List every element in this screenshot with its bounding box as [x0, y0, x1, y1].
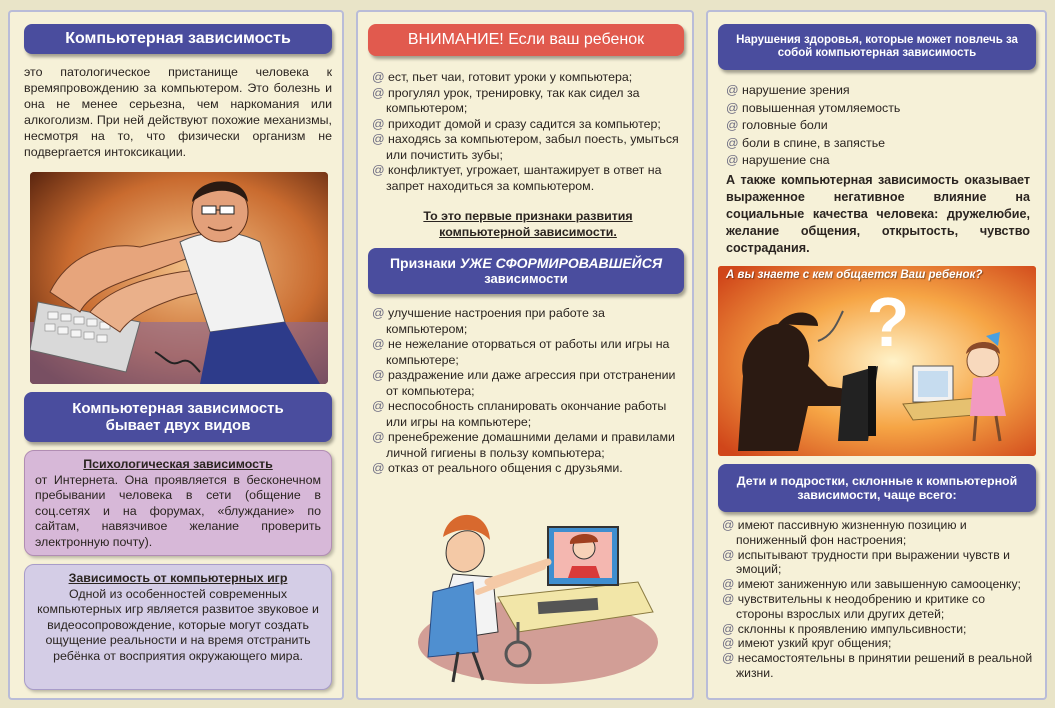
list-item: @ находясь за компьютером, забыл поесть, умыться или почистить зубы; — [372, 132, 684, 163]
game-dependence-text: Одной из особенностей современных компьютерных игр является развитое звуковое и видеосопровождение, которые могут создать ощущение реальности и на время отстранить ребёнка от восприятия окружающего мира. — [37, 586, 319, 663]
list-item: @ нарушение сна — [726, 152, 1026, 170]
list-item: @ испытывают трудности при выражении чувств и эмоций; — [722, 548, 1034, 578]
heading-computer-addiction: Компьютерная зависимость — [24, 24, 332, 54]
list-item: @ боли в спине, в запястье — [726, 135, 1026, 153]
list-item: @ повышенная утомляемость — [726, 100, 1026, 118]
list-item: @ имеют узкий круг общения; — [722, 636, 1034, 651]
list-item: @ головные боли — [726, 117, 1026, 135]
list-item: @ имеют заниженную или завышенную самооценку; — [722, 577, 1034, 592]
list-item: @ ест, пьет чаи, готовит уроки у компьютера; — [372, 70, 684, 86]
definition-text: это патологическое пристанище человека к времяпровождению за компьютером. Это болезнь и она не менее серьезна, чем наркомания или алкоголизм. При ней действуют похожие механизмы, несмотря на то, что физически организм не подвергается интоксикации. — [24, 65, 332, 159]
heading-prone-children: Дети и подростки, склонные к компьютерной зависимости, чаще всего: — [718, 464, 1036, 512]
psychological-dependence-title: Психологическая зависимость — [83, 457, 273, 471]
list-item: @ пренебрежение домашними делами и правилами личной гигиены в пользу компьютера; — [372, 430, 684, 461]
svg-text:?: ? — [866, 283, 910, 361]
box-psychological-dependence — [24, 450, 332, 556]
prone-traits-list — [722, 518, 1034, 681]
heading-warning: ВНИМАНИЕ! Если ваш ребенок — [368, 24, 684, 56]
psychological-dependence-text: от Интернета. Она проявляется в бесконечном пребывании человека в сети (общение в соц.сетях и на форумах, «блуждание» по сайтам, навязчивое желание проверить электронную почту). — [35, 472, 321, 549]
box-game-dependence — [24, 564, 332, 690]
list-item: @ улучшение настроения при работе за компьютером; — [372, 306, 684, 337]
heading-formed-dependence: Признаки УЖЕ СФОРМИРОВАВШЕЙСЯ зависимости — [368, 248, 684, 294]
heading-two-types: Компьютерная зависимость бывает двух видов — [24, 392, 332, 442]
panel-warning-signs — [356, 10, 694, 700]
list-item: @ чувствительны к неодобрению и критике со стороны взрослых или других детей; — [722, 592, 1034, 622]
list-item: @ прогулял урок, тренировку, так как сидел за компьютером; — [372, 86, 684, 117]
list-item: @ нарушение зрения — [726, 82, 1026, 100]
formed-signs-list — [372, 306, 684, 477]
game-dependence-title: Зависимость от компьютерных игр — [68, 571, 288, 585]
list-item: @ несамостоятельны в принятии решений в реальной жизни. — [722, 651, 1034, 681]
list-item: @ неспособность спланировать окончание работы или игры на компьютере; — [372, 399, 684, 430]
social-impact-text: А также компьютерная зависимость оказывает выраженное негативное влияние на социальные качества человека: дружелюбие, желание общения, открытость, чувство сострадания. — [726, 173, 1030, 255]
first-signs-note: То это первые признаки развития компьютерной зависимости. — [423, 209, 633, 239]
list-item: @ склонны к проявлению импульсивности; — [722, 622, 1034, 637]
list-item: @ имеют пассивную жизненную позицию и пониженный фон настроения; — [722, 518, 1034, 548]
mother-child-computer-illustration — [398, 482, 660, 687]
list-item: @ конфликтует, угрожает, шантажирует в ответ на запрет находиться за компьютером. — [372, 163, 684, 194]
list-item: @ отказ от реального общения с друзьями. — [372, 461, 684, 477]
formed-title-line: Признаки УЖЕ СФОРМИРОВАВШЕЙСЯ — [389, 255, 663, 272]
image-caption: А вы знаете с кем общается Ваш ребенок? — [726, 269, 983, 281]
addicted-man-illustration — [30, 172, 328, 384]
panel-computer-addiction — [8, 10, 344, 700]
heading-health-problems: Нарушения здоровья, которые может повлечь за собой компьютерная зависимость — [718, 24, 1036, 70]
list-item: @ не нежелание оторваться от работы или игры на компьютере; — [372, 337, 684, 368]
list-item: @ приходит домой и сразу садится за компьютер; — [372, 117, 684, 133]
panel-health-effects — [706, 10, 1047, 700]
health-problems-list — [726, 82, 1026, 170]
list-item: @ раздражение или даже агрессия при отстранении от компьютера; — [372, 368, 684, 399]
stranger-online-illustration — [718, 266, 1036, 456]
early-signs-list — [372, 70, 684, 194]
